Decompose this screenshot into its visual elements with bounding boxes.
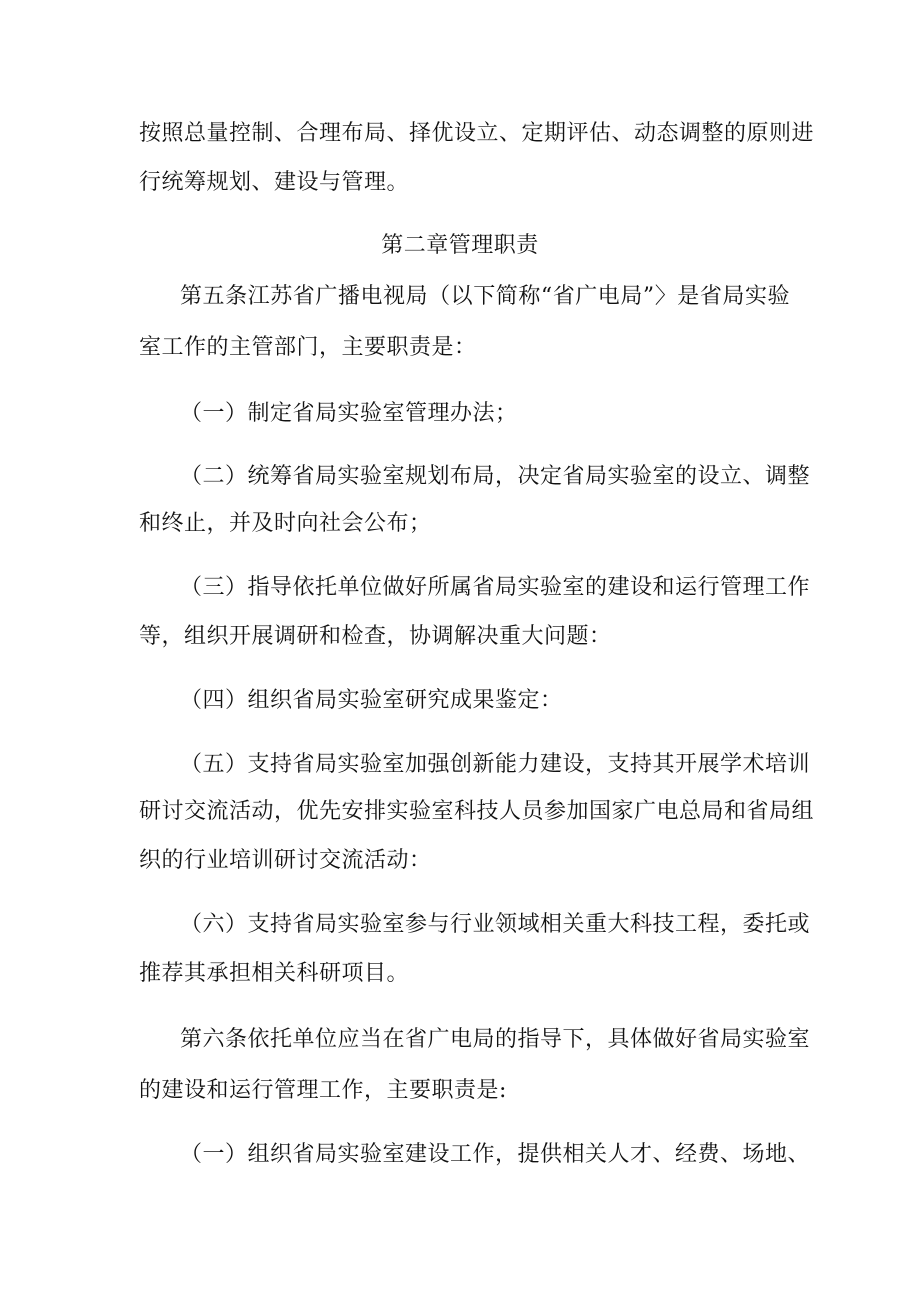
list-item: （二）统筹省局实验室规划布局，决定省局实验室的设立、调整: [180, 464, 811, 489]
list-item: （五）支持省局实验室加强创新能力建设，支持其开展学术培训: [180, 752, 811, 777]
list-item: （一）制定省局实验室管理办法；: [180, 401, 518, 426]
paragraph-line: 和终止，并及时向社会公布；: [139, 511, 432, 536]
paragraph-line: 室工作的主管部门，主要职责是：: [139, 335, 477, 360]
chapter-heading: 第二章管理职责: [381, 233, 539, 258]
paragraph-line: 行统筹规划、建设与管理。: [139, 170, 410, 195]
paragraph-line: 第六条依托单位应当在省广电局的指导下，具体做好省局实验室: [180, 1027, 811, 1052]
paragraph-line: 的建设和运行管理工作，主要职责是:: [139, 1078, 507, 1103]
paragraph-line: 织的行业培训研讨交流活动：: [139, 848, 432, 873]
paragraph-line: 等，组织开展调研和检查，协调解决重大问题：: [139, 624, 612, 649]
list-item: （一）组织省局实验室建设工作，提供相关人才、经费、场地、: [180, 1142, 811, 1167]
list-item: （四）组织省局实验室研究成果鉴定：: [180, 688, 563, 713]
paragraph-line: 按照总量控制、合理布局、择优设立、定期评估、动态调整的原则进: [139, 121, 815, 146]
paragraph-line: 第五条江苏省广播电视局（以下简称“省广电局”〉是省局实验: [180, 284, 790, 309]
paragraph-line: 推荐其承担相关科研项目。: [139, 961, 410, 986]
paragraph-line: 研讨交流活动，优先安排实验室科技人员参加国家广电总局和省局组: [139, 799, 815, 824]
list-item: （三）指导依托单位做好所属省局实验室的建设和运行管理工作: [180, 575, 811, 600]
list-item: （六）支持省局实验室参与行业领域相关重大科技工程，委托或: [180, 912, 811, 937]
